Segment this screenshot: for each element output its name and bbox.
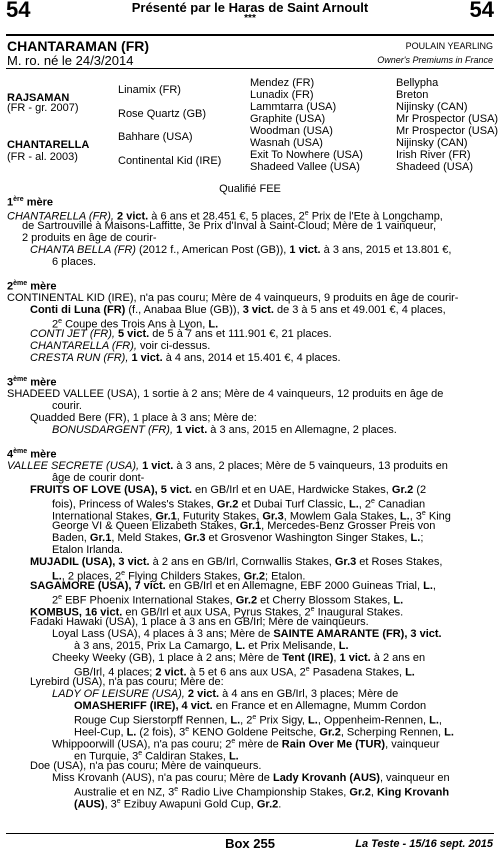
- text-line: CHANTARELLA (FR), 2 vict. à 6 ans et 28.451 €, 5 places, 2e Prix de l'Ete à Longchamp,: [7, 210, 443, 223]
- text-line: courir.: [52, 400, 82, 412]
- gen4-item: Nijinsky (CAN): [396, 101, 468, 113]
- section-heading-4: 4ème mère: [7, 448, 57, 461]
- divider: [6, 34, 494, 36]
- text-line: Whippoorwill (USA), n'a pas couru; 2e mère de Rain Over Me (TUR), vainqueur: [52, 738, 440, 751]
- text-line: Doe (USA), n'a pas couru; Mère de vainqueurs.: [30, 760, 262, 772]
- divider: [6, 833, 494, 834]
- text-line: SAGAMORE (USA), 7 vict. en GB/Irl et en Allemagne, EBF 2000 Guineas Trial, L.,: [30, 580, 436, 592]
- text-line: 2e EBF Phoenix International Stakes, Gr.2 et Cherry Blossom Stakes, L.: [52, 594, 404, 607]
- text-line: 6 places.: [52, 256, 97, 268]
- section-heading-1: 1ère mère: [7, 196, 53, 209]
- sale-info: La Teste - 15/16 sept. 2015: [355, 838, 493, 850]
- text-line: Loyal Lass (USA), 4 places à 3 ans; Mère de SAINTE AMARANTE (FR), 3 vict.: [52, 628, 442, 640]
- text-line: âge de courir dont-: [52, 472, 145, 484]
- horse-name: CHANTARAMAN (FR): [7, 38, 150, 54]
- gen2-item: Linamix (FR): [118, 84, 181, 96]
- section-heading-2: 2ème mère: [7, 280, 57, 293]
- text-line: GB/Irl, 4 places; 2 vict. à 5 et 6 ans aux USA, 2e Pasadena Stakes, L.: [74, 666, 415, 679]
- text-line: Quadded Bere (FR), 1 place à 3 ans; Mère de:: [30, 412, 257, 424]
- text-line: BONUSDARGENT (FR), 1 vict. à 3 ans, 2015 en Allemagne, 2 places.: [52, 424, 397, 436]
- text-line: à 3 ans, 2015, Prix La Camargo, L. et Prix Melisande, L.: [74, 640, 349, 652]
- text-line: de Sartrouville à Maisons-Laffitte, 3e Prix d'Inval à Saint-Cloud; Mère de 1 vainqueur,: [22, 220, 437, 232]
- text-line: CONTINENTAL KID (IRE), n'a pas couru; Mère de 4 vainqueurs, 9 produits en âge de courir-: [7, 292, 459, 304]
- gen4-item: Mr Prospector (USA): [396, 113, 499, 125]
- gen2-item: Rose Quartz (GB): [118, 108, 207, 120]
- stars: ***: [244, 13, 256, 24]
- text-line: VALLEE SECRETE (USA), 1 vict. à 3 ans, 2 places; Mère de 5 vainqueurs, 13 produits en: [7, 460, 448, 472]
- text-line: Miss Krovanh (AUS), n'a pas couru; Mère de Lady Krovanh (AUS), vainqueur en: [52, 772, 450, 784]
- text-line: Cheeky Weeky (GB), 1 place à 2 ans; Mère de Tent (IRE), 1 vict. à 2 ans en: [52, 652, 426, 664]
- text-line: CRESTA RUN (FR), 1 vict. à 4 ans, 2014 et 15.401 €, 4 places.: [30, 352, 341, 364]
- gen2-item: Continental Kid (IRE): [118, 155, 222, 167]
- text-line: FRUITS OF LOVE (USA), 5 vict. en GB/Irl et en UAE, Hardwicke Stakes, Gr.2 (2: [30, 484, 427, 496]
- gen3-item: Mendez (FR): [250, 77, 315, 89]
- sire-info: (FR - gr. 2007): [7, 102, 79, 114]
- gen3-item: Lunadix (FR): [250, 89, 314, 101]
- gen2-item: Bahhare (USA): [118, 131, 193, 143]
- text-line: Rouge Cup Sierstorpff Rennen, L., 2e Prix Sigy, L., Oppenheim-Rennen, L.,: [74, 714, 442, 727]
- text-line: KOMBUS, 16 vict. en GB/Irl et aux USA, Pyrus Stakes, 2e Inaugural Stakes.: [30, 606, 404, 619]
- text-line: CHANTA BELLA (FR) (2012 f., American Post (GB)), 1 vict. à 3 ans, 2015 et 13.801 €,: [30, 244, 452, 256]
- premium-note: Owner's Premiums in France: [377, 55, 493, 65]
- qualifie-label: Qualifié FEE: [219, 183, 281, 195]
- consignor-title: Présenté par le Haras de Saint Arnoult: [131, 0, 369, 15]
- text-line: Heel-Cup, L. (2 fois), 3e KENO Goldene Peitsche, Gr.2, Scherping Rennen, L.: [74, 726, 454, 739]
- dam-name: CHANTARELLA: [7, 139, 90, 151]
- text-line: Baden, Gr.1, Meld Stakes, Gr.3 et Grosvenor Washington Singer Stakes, L.;: [52, 532, 424, 544]
- text-line: George VI & Queen Elizabeth Stakes, Gr.1, Mercedes-Benz Grosser Preis von: [52, 520, 436, 532]
- horse-details: M. ro. né le 24/3/2014: [7, 53, 134, 68]
- section-heading-3: 3ème mère: [7, 376, 57, 389]
- text-line: Lyrebird (USA), n'a pas couru; Mère de:: [30, 676, 224, 688]
- text-line: Etalon Irlanda.: [52, 544, 123, 556]
- dam-info: (FR - al. 2003): [7, 151, 78, 163]
- text-line: fois), Princess of Wales's Stakes, Gr.2 et Dubai Turf Classic, L., 2e Canadian: [52, 498, 426, 511]
- sire-name: RAJSAMAN: [7, 92, 70, 104]
- gen3-item: Wasnah (USA): [250, 137, 323, 149]
- gen3-item: Graphite (USA): [250, 113, 326, 125]
- text-line: en Turquie, 3e Caldiran Stakes, L.: [74, 750, 239, 763]
- gen3-item: Lammtarra (USA): [250, 101, 337, 113]
- gen4-item: Breton: [396, 89, 429, 101]
- text-line: International Stakes, Gr.1, Futurity Stakes, Gr.3, Mowlem Gala Stakes, L., 3e King: [52, 510, 451, 523]
- gen4-item: Nijinsky (CAN): [396, 137, 468, 149]
- lot-number-left: 54: [6, 0, 31, 22]
- text-line: OMASHERIFF (IRE), 4 vict. en France et en Allemagne, Mumm Cordon: [74, 700, 427, 712]
- divider: [6, 68, 494, 69]
- gen4-item: Shadeed (USA): [396, 161, 474, 173]
- text-line: 2e Coupe des Trois Ans à Lyon, L.: [52, 318, 219, 331]
- text-line: LADY OF LEISURE (USA), 2 vict. à 4 ans en GB/Irl, 3 places; Mère de: [52, 688, 399, 700]
- gen3-item: Woodman (USA): [250, 125, 333, 137]
- gen3-item: Exit To Nowhere (USA): [250, 149, 363, 161]
- text-line: CONTI JET (FR), 5 vict. de 5 à 7 ans et 111.901 €, 21 places.: [30, 328, 332, 340]
- text-line: Conti di Luna (FR) (f., Anabaa Blue (GB)), 3 vict. de 3 à 5 ans et 49.001 €, 4 places,: [30, 304, 446, 316]
- gen4-item: Mr Prospector (USA): [396, 125, 499, 137]
- gen3-item: Shadeed Vallee (USA): [250, 161, 360, 173]
- box-number: Box 255: [225, 836, 275, 851]
- text-line: Fadaki Hawaki (USA), 1 place à 3 ans en GB/Irl; Mère de vainqueurs.: [30, 616, 369, 628]
- text-line: 2 produits en âge de courir-: [22, 232, 157, 244]
- gen4-item: Irish River (FR): [396, 149, 471, 161]
- text-line: L., 2 places, 2e Flying Childers Stakes, Gr.2; Etalon.: [52, 570, 306, 583]
- lot-number-right: 54: [469, 0, 494, 22]
- text-line: Australie et en NZ, 3e Radio Live Championship Stakes, Gr.2, King Krovanh: [74, 786, 450, 799]
- text-line: CHANTARELLA (FR), voir ci-dessus.: [30, 340, 211, 352]
- text-line: SHADEED VALLEE (USA), 1 sortie à 2 ans; Mère de 4 vainqueurs, 12 produits en âge de: [7, 388, 444, 400]
- text-line: (AUS), 3e Ezibuy Awapuni Gold Cup, Gr.2.: [74, 798, 282, 811]
- text-line: MUJADIL (USA), 3 vict. à 2 ans en GB/Irl, Cornwallis Stakes, Gr.3 et Roses Stakes,: [30, 556, 443, 568]
- horse-category: POULAIN YEARLING: [405, 41, 493, 51]
- gen4-item: Bellypha: [396, 77, 439, 89]
